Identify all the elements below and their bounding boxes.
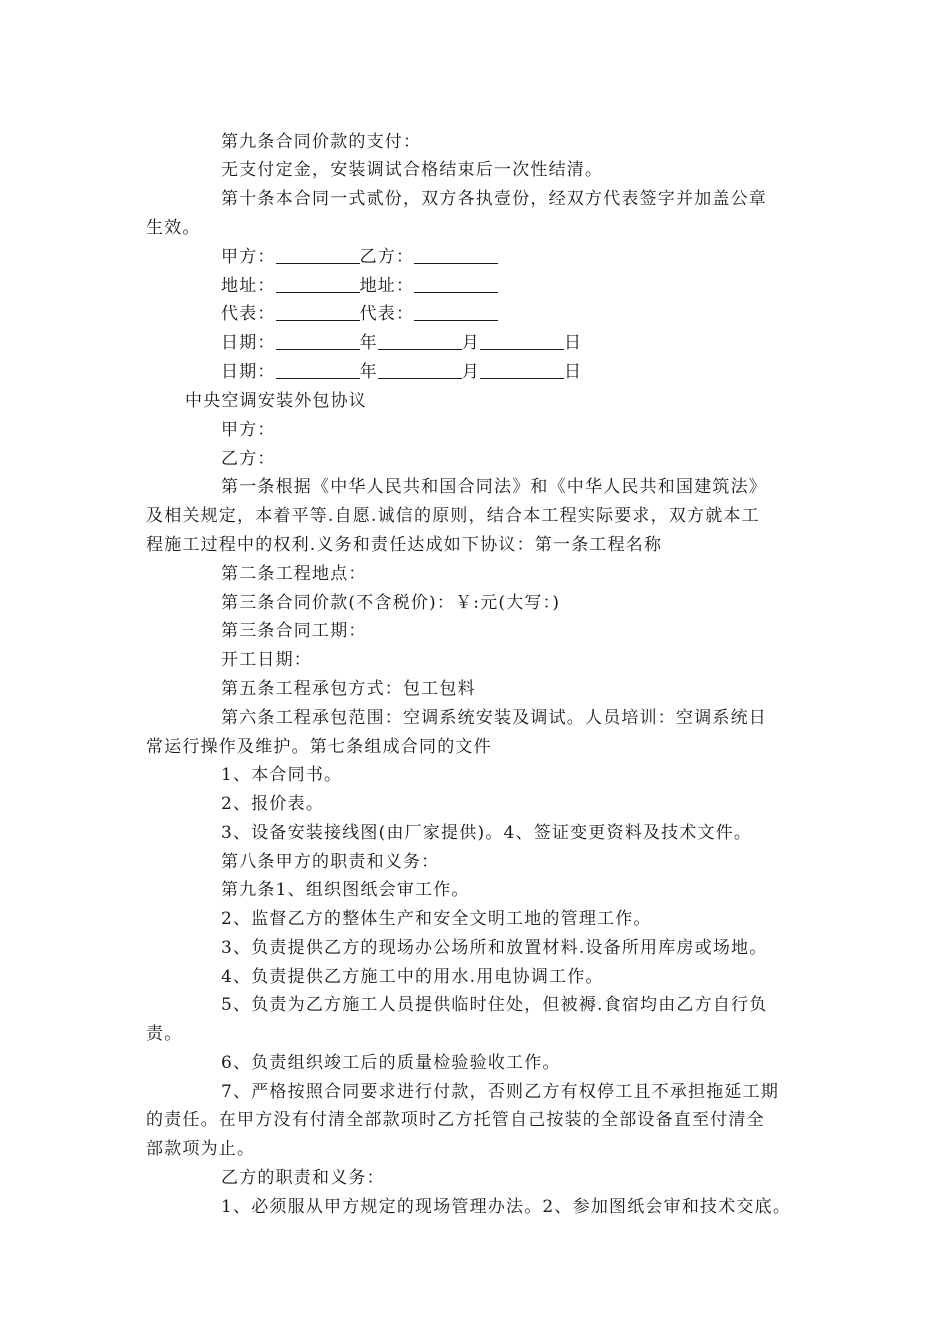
- article-3-term-line: 第三条合同工期：: [221, 621, 367, 641]
- list-item: 7、严格按照合同要求进行付款，否则乙方有权停工且不承担拖延工期: [221, 1082, 780, 1102]
- list-item: 6、负责组织竣工后的质量检验验收工作。: [221, 1053, 561, 1073]
- year-label: 年: [359, 333, 378, 353]
- article-3-price-line: 第三条合同价款(不含税价)：￥:元(大写：): [221, 593, 561, 613]
- list-item: 1、本合同书。: [221, 765, 343, 785]
- month-blank: [378, 331, 462, 350]
- party-b-blank: [414, 245, 498, 264]
- paragraph: 无支付定金，安装调试合格结束后一次性结清。: [221, 160, 604, 180]
- month-blank: [378, 360, 462, 379]
- day-label: 日: [564, 333, 583, 353]
- address-b-label: 地址：: [359, 276, 415, 296]
- address-a-label: 地址：: [221, 276, 276, 296]
- list-item: 第九条1、组织图纸会审工作。: [221, 880, 470, 900]
- signature-party-row: [221, 243, 498, 272]
- year-blank: [276, 331, 360, 350]
- year-blank: [276, 360, 360, 379]
- rep-b-blank: [414, 302, 498, 321]
- list-item: 3、设备安装接线图(由厂家提供)。4、签证变更资料及技术文件。: [221, 823, 753, 843]
- article-1-line: 第一条根据《中华人民共和国合同法》和《中华人民共和国建筑法》: [221, 477, 767, 497]
- article-9-heading: 第九条合同价款的支付：: [221, 132, 422, 152]
- list-item: 2、报价表。: [221, 794, 325, 814]
- list-item: 5、负责为乙方施工人员提供临时住处，但被褥.食宿均由乙方自行负: [221, 995, 768, 1015]
- article-10-continuation: 生效。: [146, 218, 201, 238]
- article-5-line: 第五条工程承包方式：包工包料: [221, 679, 476, 699]
- list-item: 1、必须服从甲方规定的现场管理办法。2、参加图纸会审和技术交底。: [221, 1197, 792, 1217]
- party-b-line: 乙方：: [221, 449, 276, 469]
- day-blank: [480, 331, 564, 350]
- rep-a-blank: [276, 302, 360, 321]
- list-item: 3、负责提供乙方的现场办公场所和放置材料.设备所用库房或场地。: [221, 938, 768, 958]
- article-6-line: 第六条工程承包范围：空调系统安装及调试。人员培训：空调系统日: [221, 708, 767, 728]
- party-b-label: 乙方：: [359, 247, 415, 267]
- signature-rep-row: [221, 300, 498, 329]
- article-2-line: 第二条工程地点：: [221, 564, 367, 584]
- list-item-continuation: 责。: [146, 1024, 183, 1044]
- list-item: 2、监督乙方的整体生产和安全文明工地的管理工作。: [221, 909, 652, 929]
- article-10-line: 第十条本合同一式贰份，双方各执壹份，经双方代表签字并加盖公章: [221, 189, 767, 209]
- month-label: 月: [461, 362, 481, 382]
- article-8-heading: 第八条甲方的职责和义务：: [221, 852, 440, 872]
- date-label: 日期：: [221, 362, 276, 382]
- article-6-continuation: 常运行操作及维护。第七条组成合同的文件: [146, 737, 492, 757]
- rep-a-label: 代表：: [221, 304, 276, 324]
- start-date-line: 开工日期：: [221, 650, 312, 670]
- party-a-line: 甲方：: [221, 420, 276, 440]
- address-a-blank: [276, 274, 360, 293]
- list-item-continuation: 部款项为止。: [146, 1139, 256, 1159]
- day-blank: [480, 360, 564, 379]
- year-label: 年: [359, 362, 378, 382]
- rep-b-label: 代表：: [359, 304, 415, 324]
- signature-address-row: [221, 272, 498, 301]
- address-b-blank: [414, 274, 498, 293]
- agreement-title: 中央空调安装外包协议: [185, 391, 367, 411]
- party-a-blank: [276, 245, 360, 264]
- list-item: 4、负责提供乙方施工中的用水.用电协调工作。: [221, 967, 604, 987]
- date-label: 日期：: [221, 333, 276, 353]
- month-label: 月: [461, 333, 481, 353]
- party-b-duties-heading: 乙方的职责和义务：: [221, 1168, 385, 1188]
- day-label: 日: [564, 362, 583, 382]
- party-a-label: 甲方：: [221, 247, 276, 267]
- article-1-continuation: 及相关规定，本着平等.自愿.诚信的原则，结合本工程实际要求，双方就本工: [146, 506, 760, 526]
- list-item-continuation: 的责任。在甲方没有付清全部款项时乙方托管自己按装的全部设备直至付清全: [146, 1110, 765, 1130]
- article-1-continuation: 程施工过程中的权利.义务和责任达成如下协议：第一条工程名称: [146, 535, 663, 555]
- signature-date-row-a: [221, 329, 582, 358]
- signature-date-row-b: [221, 358, 582, 387]
